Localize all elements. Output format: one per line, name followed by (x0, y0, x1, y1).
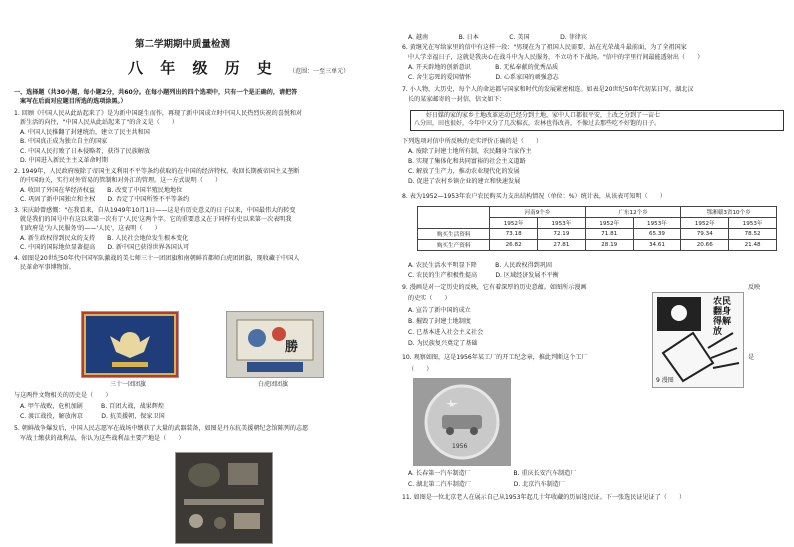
q7-option-b[interactable]: B. 实现了集体化和共同富裕的社会主义道路 (408, 158, 526, 165)
q7-question: 下列选项对信中所反映的史实评价正确的是（ ） (402, 138, 543, 145)
q11-stem: 11. 如图是一位北京老人在展示自己从1953年起几十年收藏的历届选民证。下一张选民证见证了（ ） (402, 494, 686, 501)
q4-options-cd[interactable]: C. 渡江战役，解放南京 D. 抗美援朝，保家卫国 (20, 413, 165, 420)
q10-stem-cont: （ ） (408, 366, 433, 373)
table-header-row (418, 207, 777, 218)
eagle-emblem-icon (82, 312, 178, 377)
q9-stem: 9. 漫画是对一定历史的反映，它有着深厚的历史意蕴。如图所示漫画 (402, 284, 587, 291)
q2-stem-cont: 的中国海关，实行对外贸易的管制和对外汇的管理。这一方式说明（ ） (20, 177, 222, 184)
q3-stem-cont: 就是我们的国号中有这以来第一次有了'人民'这两个字。它的重要意义在于同样有史以来第一次表明我 (20, 216, 292, 223)
subject-text: 八 年 级 历 史 (128, 59, 278, 77)
section1-heading-cont: 案写在后面对应题目所选的选项涂黑。） (20, 98, 127, 105)
q10-options-cd[interactable]: C. 湖北第二汽车制造厂 D. 北京汽车制造厂 (408, 481, 565, 488)
q8-options-ab[interactable]: A. 农民生活水平明显下降 B. 人民政权得到巩固 (408, 262, 552, 269)
q3-options-cd[interactable]: C. 中国的国际地位显著提高 D. 新中国已获得世界各国认可 (20, 244, 190, 251)
table-cell: 73.18 (490, 229, 538, 240)
q1-option-b[interactable]: B. 中国真正成为独立自主的国家 (20, 138, 108, 145)
q5-options[interactable]: A. 越南 B. 日本 C. 美国 D. 菲律宾 (408, 34, 587, 41)
exam-scope: （范围：一至三单元） (289, 68, 350, 75)
table-header-guangdong: 广东12个乡 (585, 207, 681, 218)
q4-stem: 4. 如图是20世纪50年代中国军队激战的美七师三十一团团旗和南朝鲜首都师白虎团团旗，现收藏于中国人 (14, 255, 300, 262)
table-cell: 26.82 (490, 240, 538, 251)
flag2-caption: 白虎团团旗 (258, 381, 289, 388)
q10-stem: 10. 观察如图，这是1956年某工厂的开工纪念章，推此判断这个工厂 (402, 354, 588, 361)
table-cell: 78.52 (729, 229, 777, 240)
trophies-photo (175, 452, 273, 544)
q6-stem: 6. 黄继光在写给家里的信中有这样一段："男现在为了祖国人民需要，站在光荣战斗最前面，为了全祖国家 (402, 44, 687, 51)
q9-option-d[interactable]: D. 为民族复兴奠定了基础 (408, 340, 478, 347)
letter-line-1: 好日媒的家的家乡土地改革运动已经分到土地，家中人口都很平安，土改之分到了一亩七 (414, 112, 661, 119)
q7-option-c[interactable]: C. 解放了生产力，推动农业现代化的发展 (408, 168, 520, 175)
table-year: 1952年 (490, 218, 538, 229)
q5-stem-cont: 军战士缴获的战利品，你认为这些战利品主要产地是（ ） (20, 435, 185, 442)
table-cell: 71.81 (585, 229, 633, 240)
table-row (418, 229, 777, 240)
table-cell: 65.39 (633, 229, 681, 240)
q8-options-cd[interactable]: C. 农民的生产积极性提高 D. 区域经济发展不平衡 (408, 272, 559, 279)
letter-excerpt-box (410, 110, 784, 131)
factory-badge-image (413, 378, 511, 466)
cartoon-char: 农 (713, 297, 723, 307)
q10-stem-right: 是 (748, 354, 755, 361)
table-corner-cell (418, 207, 490, 229)
q9-option-b[interactable]: B. 摧毁了封建土地制度 (408, 318, 471, 325)
letter-line-2: 八分田，田也很好，今年中又分了几次棉衣，农林也得改善，不像过去那些吃不好饱的日子。 (414, 120, 661, 128)
tiger-flag-icon (227, 312, 323, 377)
table-cell: 34.61 (633, 240, 681, 251)
table-cell: 28.19 (585, 240, 633, 251)
flag-31st-regiment-image (81, 311, 179, 378)
table-year: 1953年 (633, 218, 681, 229)
table-row (418, 240, 777, 251)
war-trophies-icon (176, 453, 272, 543)
q9-stem-cont: 的史实（ ） (408, 295, 451, 302)
q3-options-ab[interactable]: A. 新生政权得到民众的支持 B. 人民社会地位发生根本变化 (20, 235, 189, 242)
commemorative-badge-icon (414, 379, 510, 465)
exam-subject (128, 57, 349, 78)
cartoon-image (652, 292, 744, 388)
cartoon-char: 放 (713, 327, 723, 337)
q9-option-a[interactable]: A. 宣告了新中国的成立 (408, 307, 471, 314)
table-cell: 72.19 (538, 229, 586, 240)
q6-options-cd[interactable]: C. 舍生忘死的爱国情怀 D. 心系家国的顽强意志 (408, 74, 559, 81)
table-year: 1952年 (681, 218, 729, 229)
q1-option-d[interactable]: D. 中国进入新民主主义革命时期 (20, 157, 108, 164)
cartoon-slogan (713, 297, 731, 337)
q4-options-ab[interactable]: A. 甲午战败，危机加剧 B. 百团大战，战果辉煌 (20, 403, 164, 410)
table-year: 1952年 (585, 218, 633, 229)
q7-stem-cont: 长的某家邮寄的一封信，信文如下： (408, 96, 506, 103)
q1-stem-cont: 新生活的向往，"中国人民从此站起来了"的含义是（ ） (20, 119, 178, 126)
flag-white-tiger-regiment-image (226, 311, 324, 378)
flag1-caption: 三十一团团旗 (110, 381, 147, 388)
table-cell: 21.48 (729, 240, 777, 251)
table-year: 1953年 (729, 218, 777, 229)
q7-option-a[interactable]: A. 废除了封建土地所有制，农民翻身当家作主 (408, 148, 532, 155)
q10-options-ab[interactable]: A. 长春第一汽车制造厂 B. 重庆长安汽车制造厂 (408, 470, 577, 477)
cartoon-char: 翻 (713, 307, 723, 317)
cartoon-char: 解 (722, 317, 732, 327)
table-cell: 20.66 (681, 240, 729, 251)
table-row-label: 购买生活资料 (418, 229, 490, 240)
section1-heading: 一、选择题（共30小题，每小题2分，共60分。在每小题列出的四个选项中，只有一个是正确的，请把答 (14, 89, 298, 96)
badge-year: 1956 (452, 443, 468, 450)
q2-stem: 2. 1949年，人民政府废除了帝国主义利用不平等条约获取的在中国的经济特权，收回长期被帝国主义垄断 (14, 168, 300, 175)
cartoon-char: 得 (713, 317, 723, 327)
q1-option-c[interactable]: C. 中国人民打败了日本侵略者，获得了民族解放 (20, 148, 151, 155)
q6-stem-cont: 中人学幸福日子，这就是我决心在战斗中为人民服务，不立功不下战场。"信中的字里行间最能透射出（ ） (408, 54, 704, 61)
flag2-character: 勝 (285, 340, 299, 355)
q9-option-c[interactable]: C. 已基本进入社会主义社会 (408, 329, 484, 336)
q8-stem: 8. 表为1952—1953年农户农民购买力支出结构情况（单位：%）统计表，从该表可知明（ ） (402, 193, 666, 200)
q2-options-cd[interactable]: C. 巩固了新中国独立和主权 D. 否定了中国所签不平等条约 (20, 196, 190, 203)
cartoon-char: 身 (722, 307, 732, 317)
q3-stem: 3. 宋庆龄曾感慨："在我看来，自从1949年10月1日——这是有历史意义的日子以来，中国最伟大的转变 (14, 207, 296, 214)
cartoon-char: 民 (722, 297, 732, 307)
q1-option-a[interactable]: A. 中国人民推翻了封建统治，建立了民主共和国 (20, 129, 150, 136)
purchasing-power-table (417, 206, 777, 251)
table-header-exg: 鄂湘赣3省10个乡 (681, 207, 777, 218)
q7-option-d[interactable]: D. 促进了农村乡镇企业的建立和快速发展 (408, 178, 521, 185)
q3-stem-cont2: 们政府是'为人民服务'的——'人民'，这表明（ ） (20, 225, 161, 232)
q2-options-ab[interactable]: A. 收回了外国在华经济权益 B. 改变了中国半殖民地地位 (20, 187, 183, 194)
q4-stem-cont2: 与这两件文物相关的历史是（ ） (14, 392, 112, 399)
q6-options-ab[interactable]: A. 开天辟地的创新意识 B. 无私奉献的优秀品质 (408, 64, 559, 71)
table-year: 1953年 (538, 218, 586, 229)
q7-stem: 7. 小人物，大历史，每个人的命运都与国家和时代的发展紧密相连。如表是20世纪50年代初某日写，湖北汉 (402, 86, 694, 93)
cartoon-caption: 9 漫图 (656, 377, 674, 384)
table-row-label: 购买生产资料 (418, 240, 490, 251)
q5-stem: 5. 朝鲜战争爆发后，中国人民志愿军在战场中缴获了大量的武器装备，如图是丹东抗美援朝纪念馆陈列的志愿 (14, 425, 309, 432)
q4-stem-cont: 民革命军事博物馆。 (20, 264, 75, 271)
table-cell: 27.81 (538, 240, 586, 251)
table-cell: 79.34 (681, 229, 729, 240)
table-header-henan: 河南9个乡 (490, 207, 586, 218)
exam-title: 第二学期期中质量检测 (135, 39, 231, 50)
q9-stem-right: 反映 (748, 284, 761, 291)
q1-stem: 1. 回顾《中国人民从此站起来了》是为新中国诞生而作，再现了新中国成立时中国人民热烈庆祝的喜悦和对 (14, 110, 303, 117)
